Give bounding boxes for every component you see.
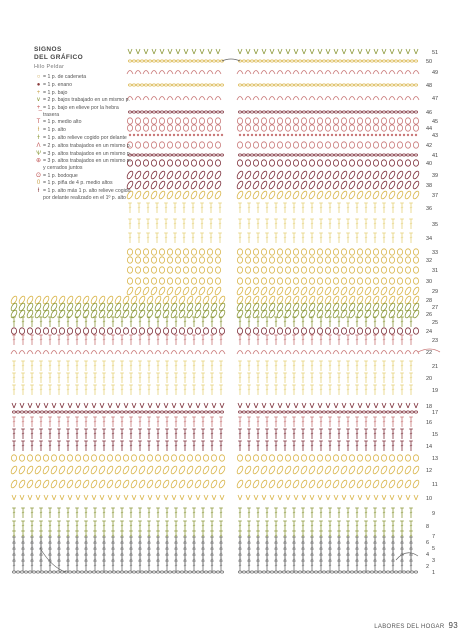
single-crochet-icon: + <box>36 89 41 96</box>
legend-list <box>34 74 134 201</box>
row-number: 37 <box>432 193 439 199</box>
legend-item-text: = 3 p. altos trabajados en un mismo p. y cerrados juntos <box>43 158 132 171</box>
row-number: 50 <box>426 59 433 65</box>
row-number: 13 <box>432 456 439 462</box>
legend-item <box>34 119 134 125</box>
legend-item-text: = 1 p. de cadeneta <box>43 74 87 80</box>
legend-item <box>34 173 134 179</box>
row-number: 4 <box>426 552 430 558</box>
row-number: 31 <box>432 268 439 274</box>
legend-item <box>34 74 134 80</box>
legend-item-text: = 1 p. alto relieve cogido por delante <box>43 134 127 141</box>
three-dc-same-icon: Ѱ <box>36 150 41 157</box>
row-number: 9 <box>432 511 436 517</box>
row-number: 32 <box>426 258 433 264</box>
row-number: 40 <box>426 161 433 167</box>
row-number: 14 <box>426 444 433 450</box>
legend-item <box>34 127 134 133</box>
legend-item-text: = 1 p. bajo <box>43 89 68 96</box>
row-number: 41 <box>432 153 439 159</box>
legend-item <box>34 180 134 186</box>
row-number: 17 <box>432 410 439 416</box>
page-footer <box>374 621 458 630</box>
legend-item <box>34 151 134 157</box>
legend-item <box>34 90 134 96</box>
page-number: 93 <box>448 621 458 630</box>
row-number: 35 <box>432 222 439 228</box>
front-post-dc-icon: ɫ <box>37 134 40 141</box>
legend-title-line1: SIGNOS <box>34 46 62 53</box>
row-number: 25 <box>432 320 439 326</box>
legend-item <box>34 158 134 171</box>
row-number: 45 <box>432 119 439 125</box>
row-number: 22 <box>426 350 433 356</box>
legend-item-text: = 2 p. altos trabajados en un mismo p. <box>43 142 132 149</box>
row-number: 6 <box>426 540 430 546</box>
double-crochet-icon: ƚ <box>37 127 40 134</box>
dc-plus-front-post-icon: ƚ <box>37 188 40 195</box>
row-number: 46 <box>426 110 433 116</box>
legend-item <box>34 135 134 141</box>
legend-item-text: = 1 p. alto <box>43 127 66 134</box>
legend-item-text: = 1 p. piña de 4 p. medio altos <box>43 180 113 187</box>
legend-item-text: = 1 p. enano <box>43 81 72 88</box>
legend-item <box>34 82 134 88</box>
row-number: 19 <box>432 388 439 394</box>
half-double-icon: T <box>36 119 41 126</box>
magazine-name: LABORES DEL HOGAR <box>374 624 445 630</box>
row-number: 38 <box>426 183 433 189</box>
row-number: 11 <box>432 482 438 488</box>
slip-stitch-icon: ● <box>36 81 41 88</box>
legend-item <box>34 143 134 149</box>
row-number: 39 <box>432 173 439 179</box>
row-number: 1 <box>432 570 436 576</box>
legend-item-text: = 3 p. altos trabajados en un mismo p. <box>43 150 132 157</box>
row-number: 43 <box>432 133 439 139</box>
row-number: 29 <box>432 289 439 295</box>
legend-item <box>34 97 134 103</box>
row-number: 12 <box>426 468 433 474</box>
legend-item-text: = 2 p. bajos trabajado en un mismo p. <box>43 97 130 104</box>
row-number: 18 <box>426 404 433 410</box>
row-number: 24 <box>426 329 433 335</box>
row-number: 34 <box>426 236 433 242</box>
row-number: 10 <box>426 496 433 502</box>
row-number: 2 <box>426 564 430 570</box>
row-number: 44 <box>426 126 433 132</box>
bobble-icon: ʘ <box>36 172 41 179</box>
row-number: 16 <box>426 420 433 426</box>
row-number: 42 <box>426 143 433 149</box>
row-number: 48 <box>426 83 433 89</box>
row-number: 5 <box>432 546 436 552</box>
row-number: 49 <box>432 70 439 76</box>
stitch-legend <box>34 46 134 202</box>
two-sc-together-icon: ∨ <box>36 97 41 104</box>
row-number: 23 <box>432 338 439 344</box>
legend-title-line2: DEL GRÁFICO <box>34 54 84 61</box>
row-number: 3 <box>432 558 436 564</box>
sc-back-loop-icon: +̲ <box>36 105 41 112</box>
row-number: 8 <box>426 524 430 530</box>
legend-item-text: = 1 p. bajo en elieve por la hebra trasera <box>43 105 119 118</box>
legend-item <box>34 188 134 201</box>
row-number: 36 <box>426 206 433 212</box>
row-number: 15 <box>432 432 439 438</box>
row-number: 47 <box>432 96 439 102</box>
two-dc-together-icon: Λ <box>36 142 41 149</box>
row-number: 51 <box>432 50 439 56</box>
row-number: 30 <box>426 279 433 285</box>
row-number: 7 <box>432 534 436 540</box>
legend-item-text: = 1 p. bodoque <box>43 172 78 179</box>
chain-icon: ○ <box>36 74 41 80</box>
row-number: 27 <box>432 305 439 311</box>
three-dc-cluster-icon: ⊕ <box>35 158 42 165</box>
row-number: 21 <box>432 364 439 370</box>
row-number: 33 <box>432 250 439 256</box>
legend-item-text: = 1 p. alto más 1 p. alto relieve cogido por delante realizado en el 1º p. alto <box>43 188 131 201</box>
legend-item-text: = 1 p. medio alto <box>43 119 82 126</box>
row-number: 26 <box>426 312 433 318</box>
row-number: 28 <box>426 298 433 304</box>
row-number: 20 <box>426 376 433 382</box>
legend-subtitle: Hilo Peldar <box>34 64 65 70</box>
legend-item <box>34 105 134 118</box>
puff-stitch-icon: 0 <box>36 180 41 187</box>
